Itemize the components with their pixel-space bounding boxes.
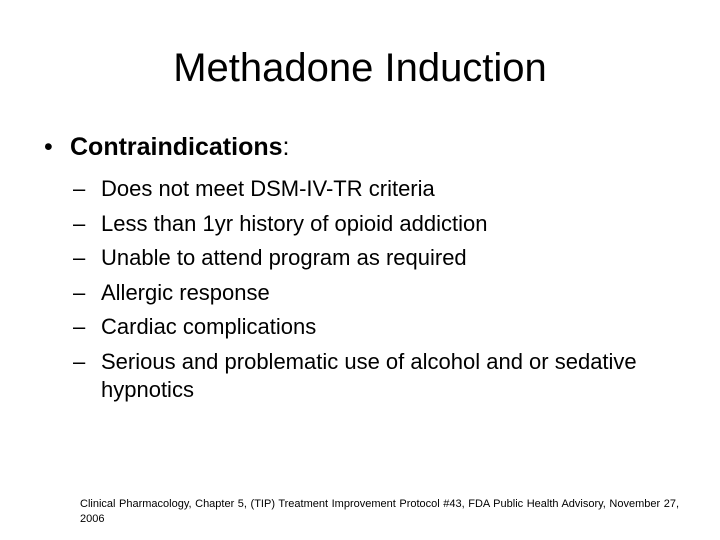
- sub-bullet-text: Unable to attend program as required: [101, 245, 467, 270]
- sub-bullet-item: [73, 279, 713, 307]
- dash-icon: –: [73, 314, 86, 339]
- main-bullet-suffix: :: [282, 133, 290, 161]
- sub-bullet-item: [73, 210, 713, 238]
- dash-icon: –: [73, 176, 86, 201]
- sub-bullet-text: Serious and problematic use of alcohol and or sedative hypnotics: [101, 348, 637, 402]
- sub-bullet-item: [73, 313, 713, 341]
- sub-bullet-list: [73, 175, 713, 410]
- bullet-dot-icon: •: [44, 133, 53, 161]
- dash-icon: –: [73, 348, 86, 374]
- sub-bullet-text: Allergic response: [101, 279, 270, 305]
- sub-bullet-item: [73, 348, 713, 404]
- sub-bullet-text: Cardiac complications: [101, 314, 317, 339]
- sub-bullet-item: [73, 175, 713, 203]
- slide-title: Methadone Induction: [173, 46, 547, 90]
- sub-bullet-text: Does not meet DSM-IV-TR criteria: [101, 176, 435, 201]
- dash-icon: –: [73, 210, 86, 236]
- dash-icon: –: [73, 245, 86, 270]
- sub-bullet-text: Less than 1yr history of opioid addiction: [101, 210, 488, 236]
- citation-footnote: Clinical Pharmacology, Chapter 5, (TIP) Treatment Improvement Protocol #43, FDA Public Health Advisory, November 27, 2006: [80, 498, 680, 525]
- main-bullet-label: Contraindications: [70, 133, 283, 161]
- sub-bullet-item: [73, 244, 713, 272]
- main-bullet: [44, 131, 289, 163]
- dash-icon: –: [73, 279, 86, 305]
